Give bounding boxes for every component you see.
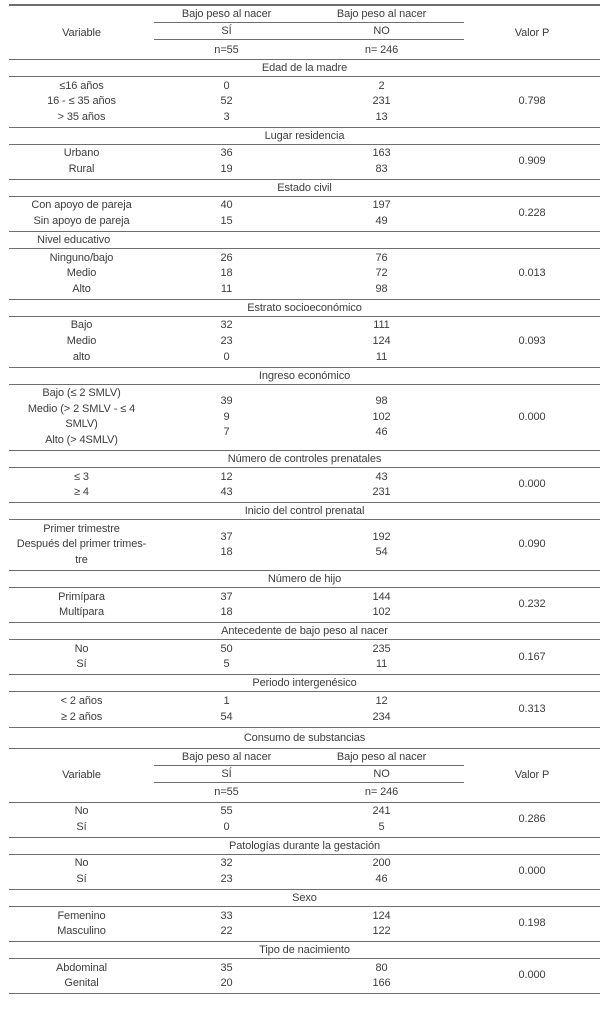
table-header [9, 6, 600, 60]
variable-label: No [74, 857, 89, 870]
si-cell [154, 198, 299, 229]
section-title: Estado civil [277, 181, 332, 194]
section-title: Número de hijo [267, 573, 342, 586]
variable-label: Sí [76, 872, 87, 885]
section-title-band [9, 942, 600, 959]
p-value: 0.798 [518, 95, 546, 108]
header-n-si [154, 783, 299, 802]
p-value: 0.013 [518, 267, 546, 280]
no-value: 54 [375, 546, 388, 559]
no-value: 102 [372, 410, 391, 423]
no-value: 231 [372, 486, 391, 499]
si-value: 37 [220, 590, 233, 603]
si-cell [154, 804, 299, 835]
variable-label: Medio [66, 335, 97, 348]
si-value: 0 [223, 79, 230, 92]
header-n-si-label: n=55 [214, 786, 239, 799]
header-variable-cell [9, 6, 154, 59]
variable-label: Alto (> 4SMLV) [45, 434, 118, 446]
si-cell [154, 522, 299, 569]
table-row-group [9, 803, 600, 838]
p-value: 0.313 [518, 702, 546, 715]
si-value: 18 [220, 606, 233, 619]
p-value: 0.909 [518, 155, 546, 168]
p-value: 0.093 [518, 335, 546, 348]
variable-label: Genital [64, 977, 99, 990]
si-value: 18 [220, 267, 233, 280]
si-cell [154, 642, 299, 673]
variable-label: Medio [66, 267, 97, 280]
table-row-group [9, 692, 600, 727]
variable-label: tre [75, 553, 88, 566]
header-no [299, 23, 464, 39]
no-value: 192 [372, 530, 391, 543]
no-value: 197 [372, 199, 391, 212]
section-title-band [9, 675, 600, 692]
header-si [154, 766, 299, 782]
si-value: 9 [223, 410, 230, 423]
section-title-band [9, 728, 600, 749]
p-value: 0.000 [518, 865, 546, 878]
variable-cell [9, 386, 154, 448]
header-n-si-label: n=55 [214, 43, 239, 56]
si-value: 22 [220, 925, 233, 938]
variable-label: Después del primer trimes- [16, 538, 147, 551]
no-value: 13 [375, 110, 388, 123]
section-title: Tipo de nacimiento [259, 944, 350, 957]
no-value: 12 [375, 694, 388, 707]
section-title: Sexo [292, 892, 317, 904]
no-cell [299, 694, 464, 725]
header-n-no [299, 783, 464, 802]
header-group-row [154, 749, 464, 766]
no-value: 11 [375, 350, 388, 363]
variable-cell [9, 642, 154, 673]
variable-label: ≤ 3 [74, 470, 89, 483]
variable-label: No [74, 642, 89, 655]
variable-cell [9, 79, 154, 126]
p-cell [464, 318, 600, 365]
section-title: Inicio del control prenatal [244, 505, 365, 518]
p-cell [464, 804, 600, 835]
si-value: 5 [223, 658, 230, 671]
no-value: 122 [372, 925, 391, 938]
no-cell [299, 590, 464, 621]
si-value: 35 [220, 961, 233, 974]
no-cell [299, 79, 464, 126]
section-title-band [9, 623, 600, 640]
header-variable-cell [9, 749, 154, 802]
no-value: 124 [372, 909, 391, 922]
variable-cell [9, 198, 154, 229]
header-valor-p-cell [464, 6, 600, 59]
section-title-band [9, 571, 600, 588]
si-cell [154, 79, 299, 126]
no-cell [299, 198, 464, 229]
header-si [154, 23, 299, 39]
header-variable-label: Variable [62, 26, 101, 39]
si-value: 40 [220, 199, 233, 212]
variable-label: No [74, 805, 89, 818]
si-cell [154, 961, 299, 992]
variable-label: Sí [76, 658, 87, 671]
si-cell [154, 318, 299, 365]
section-title-band [9, 451, 600, 468]
variable-label: Femenino [57, 909, 106, 922]
no-value: 43 [375, 470, 388, 483]
p-cell [464, 909, 600, 940]
si-value: 1 [223, 694, 230, 707]
no-value: 166 [372, 977, 391, 990]
si-value: 32 [220, 857, 233, 870]
variable-label: alto [72, 350, 91, 363]
no-cell [299, 909, 464, 940]
header-sino-row [154, 766, 464, 783]
header-group-si [154, 749, 299, 765]
section-title: Nivel educativo [37, 234, 111, 247]
header-group-no-label: Bajo peso al nacer [336, 8, 427, 20]
variable-label: Medio (> 2 SMLV - ≤ 4 [27, 402, 136, 415]
si-value: 39 [220, 395, 233, 408]
section-title: Antecedente de bajo peso al nacer [221, 625, 388, 638]
no-cell [299, 804, 464, 835]
header-n-no-label: n= 246 [364, 43, 399, 56]
header-group-no [299, 749, 464, 765]
variable-label: Ninguno/bajo [49, 251, 114, 264]
section-title: Periodo intergenésico [252, 677, 357, 690]
si-value: 0 [223, 820, 230, 833]
no-value: 5 [378, 820, 385, 833]
no-value: 241 [372, 805, 391, 818]
no-cell [299, 642, 464, 673]
header-valor-p-cell [464, 749, 600, 802]
no-value: 11 [375, 658, 388, 671]
variable-label: > 35 años [57, 110, 106, 123]
variable-label: SMLV) [65, 418, 98, 431]
variable-label: Con apoyo de pareja [31, 199, 132, 212]
variable-label: Multípara [59, 606, 104, 619]
si-value: 7 [223, 426, 230, 439]
p-value: 0.232 [518, 598, 546, 611]
header-valor-p-label: Valor P [514, 26, 550, 39]
table-row-group [9, 385, 600, 451]
no-value: 80 [375, 961, 388, 974]
table-row-group [9, 907, 600, 942]
variable-cell [9, 590, 154, 621]
variable-label: Bajo (≤ 2 SMLV) [42, 387, 121, 400]
variable-cell [9, 146, 154, 177]
section-title: Patologías durante la gestación [228, 839, 380, 852]
p-value: 0.228 [518, 207, 546, 220]
variable-cell [9, 804, 154, 835]
header-si-label: SÍ [221, 25, 232, 37]
si-cell [154, 386, 299, 448]
header-n-si [154, 40, 299, 59]
si-value: 0 [223, 350, 230, 363]
table-row-group [9, 249, 600, 300]
table-row-group [9, 588, 600, 623]
table-row-group [9, 197, 600, 232]
header-variable-label: Variable [62, 769, 101, 782]
section-title-band [9, 128, 600, 145]
no-value: 231 [372, 95, 391, 108]
no-cell [299, 522, 464, 569]
variable-cell [9, 522, 154, 569]
no-value: 83 [375, 162, 388, 175]
no-value: 144 [372, 590, 391, 603]
p-value: 0.198 [518, 917, 546, 930]
no-value: 234 [372, 710, 391, 723]
p-cell [464, 590, 600, 621]
section-title: Edad de la madre [261, 62, 348, 74]
si-value: 11 [220, 282, 233, 295]
header-group-si [154, 6, 299, 22]
si-value: 36 [220, 147, 233, 160]
p-value: 0.000 [518, 410, 546, 423]
no-cell [299, 318, 464, 365]
no-value: 2 [378, 79, 385, 92]
variable-label: Bajo [70, 319, 93, 332]
table-row-group [9, 959, 600, 994]
no-value: 76 [375, 251, 388, 264]
p-cell [464, 386, 600, 448]
variable-label: Alto [72, 282, 91, 295]
no-cell [299, 386, 464, 448]
variable-cell [9, 694, 154, 725]
header-no [299, 766, 464, 782]
header-si-label: SÍ [221, 767, 232, 780]
p-value: 0.000 [518, 969, 546, 982]
section-title: Estrato socioeconómico [247, 301, 362, 314]
si-value: 15 [220, 215, 233, 228]
si-value: 52 [220, 95, 233, 108]
header-n-row [154, 783, 464, 802]
si-value: 20 [220, 977, 233, 990]
variable-cell [9, 856, 154, 887]
variable-cell [9, 961, 154, 992]
variable-label: Rural [68, 162, 95, 175]
si-cell [154, 909, 299, 940]
variable-cell [9, 318, 154, 365]
si-value: 43 [220, 486, 233, 499]
no-cell [299, 470, 464, 501]
no-cell [299, 251, 464, 298]
si-value: 37 [220, 530, 233, 543]
table-row-group [9, 640, 600, 675]
no-value: 200 [372, 857, 391, 870]
section-title-band [9, 890, 600, 907]
table-row-group [9, 468, 600, 503]
p-cell [464, 146, 600, 177]
no-value: 235 [372, 642, 391, 655]
variable-label: Abdominal [55, 961, 108, 974]
si-value: 32 [220, 319, 233, 332]
table-row-group [9, 145, 600, 180]
p-cell [464, 694, 600, 725]
p-cell [464, 522, 600, 569]
variable-label: ≥ 4 [74, 486, 89, 499]
si-value: 23 [220, 335, 233, 348]
no-cell [299, 856, 464, 887]
header-n-row [154, 40, 464, 59]
p-cell [464, 856, 600, 887]
section-title-band [9, 232, 600, 249]
p-value: 0.090 [518, 538, 546, 551]
no-cell [299, 961, 464, 992]
section-title: Lugar residencia [264, 129, 345, 142]
section-title-band [9, 368, 600, 385]
si-value: 18 [220, 546, 233, 559]
si-value: 23 [220, 872, 233, 885]
variable-label: ≤16 años [59, 79, 104, 92]
no-value: 46 [375, 872, 388, 885]
variable-cell [9, 251, 154, 298]
header-n-no-label: n= 246 [364, 786, 399, 799]
variable-label: Primer trimestre [43, 522, 120, 535]
si-value: 55 [220, 805, 233, 818]
header-valor-p-label: Valor P [514, 769, 550, 782]
no-value: 98 [375, 282, 388, 295]
no-value: 98 [375, 395, 388, 408]
table-row-group [9, 855, 600, 890]
p-cell [464, 79, 600, 126]
si-cell [154, 146, 299, 177]
table [9, 4, 600, 994]
variable-cell [9, 470, 154, 501]
si-value: 54 [220, 710, 233, 723]
variable-label: 16 - ≤ 35 años [47, 95, 116, 108]
p-cell [464, 470, 600, 501]
section-title-band [9, 180, 600, 197]
section-title: Número de controles prenatales [227, 453, 382, 466]
no-cell [299, 146, 464, 177]
header-group-si-label: Bajo peso al nacer [181, 750, 272, 763]
variable-label: ≥ 2 años [60, 710, 103, 723]
table-row-group [9, 317, 600, 368]
variable-label: Urbano [63, 147, 100, 160]
si-cell [154, 694, 299, 725]
si-value: 3 [223, 110, 230, 123]
variable-label: Sin apoyo de pareja [33, 215, 130, 228]
variable-label: Primípara [58, 590, 105, 603]
si-value: 33 [220, 909, 233, 922]
section-title: Ingreso económico [258, 369, 351, 382]
no-value: 124 [372, 335, 391, 348]
header-n-no [299, 40, 464, 59]
header-sino-row [154, 23, 464, 40]
header-group-no-label: Bajo peso al nacer [336, 750, 427, 763]
variable-label: Masculino [57, 925, 106, 938]
si-cell [154, 251, 299, 298]
no-value: 72 [375, 267, 388, 280]
section-title-band [9, 838, 600, 855]
p-cell [464, 251, 600, 298]
variable-label: < 2 años [60, 694, 103, 707]
p-cell [464, 961, 600, 992]
no-value: 49 [375, 215, 388, 228]
si-value: 12 [220, 470, 233, 483]
no-value: 111 [373, 319, 390, 332]
p-value: 0.286 [518, 812, 546, 825]
header-group-no [299, 6, 464, 22]
p-value: 0.000 [518, 478, 546, 491]
variable-cell [9, 909, 154, 940]
si-value: 50 [220, 642, 233, 655]
p-value: 0.167 [518, 650, 546, 663]
section-title-band [9, 60, 600, 77]
table-header [9, 749, 600, 803]
p-cell [464, 642, 600, 673]
table-row-group [9, 77, 600, 128]
si-cell [154, 856, 299, 887]
si-cell [154, 470, 299, 501]
table-row-group [9, 520, 600, 571]
header-group-row [154, 6, 464, 23]
header-group-si-label: Bajo peso al nacer [181, 8, 272, 20]
no-value: 46 [375, 426, 388, 439]
no-value: 102 [372, 606, 391, 619]
header-no-label: NO [373, 25, 390, 37]
si-value: 19 [220, 162, 233, 175]
section-title: Consumo de substancias [243, 731, 366, 744]
variable-label: Sí [76, 820, 87, 833]
si-cell [154, 590, 299, 621]
p-cell [464, 198, 600, 229]
no-value: 163 [372, 147, 391, 160]
section-title-band [9, 503, 600, 520]
header-no-label: NO [373, 767, 390, 780]
section-title-band [9, 300, 600, 317]
si-value: 26 [220, 251, 233, 264]
